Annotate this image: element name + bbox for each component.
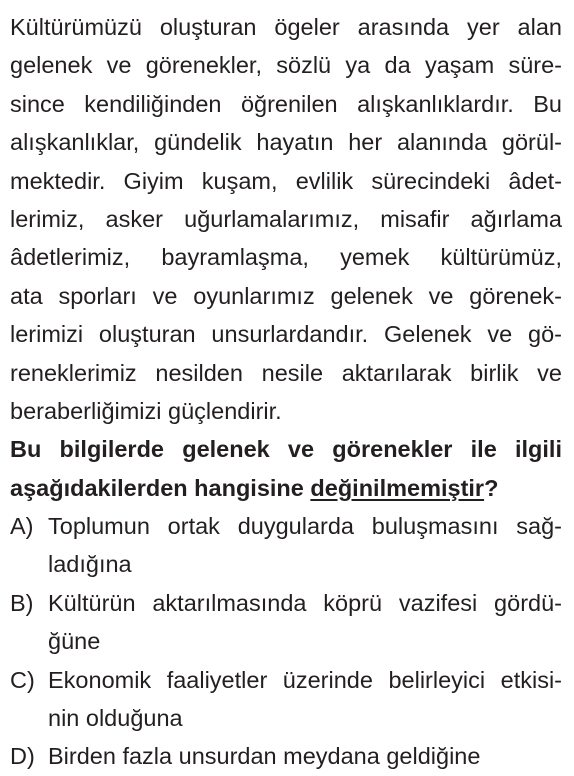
passage-text: [10, 8, 562, 430]
option-text: [48, 507, 562, 584]
option-line: nin olduğuna: [48, 705, 183, 732]
option-text: [48, 661, 562, 738]
option-line: Kültürün aktarılmasında köprü vazifesi gördü-: [48, 589, 562, 616]
option-line: ladığına: [48, 551, 132, 578]
passage-line: since kendiliğinden öğrenilen alışkanlıklardır. Bu: [10, 90, 562, 117]
option-letter: D): [10, 743, 35, 770]
passage-line: lerimizi oluşturan unsurlardandır. Gelenek ve gö-: [10, 321, 562, 348]
option-text: [48, 584, 562, 661]
option-a[interactable]: [10, 507, 562, 584]
question-mark: ?: [484, 474, 499, 501]
option-c[interactable]: [10, 661, 562, 738]
passage-line: âdetlerimiz, bayramlaşma, yemek kültürümüz,: [10, 244, 562, 271]
option-line: Birden fazla unsurdan meydana geldiğine: [48, 743, 481, 770]
option-line: Ekonomik faaliyetler üzerinde belirleyici etkisi-: [48, 666, 562, 693]
passage-line: alışkanlıklar, gündelik hayatın her alanında görül-: [10, 129, 562, 156]
question-stem: [10, 430, 562, 507]
passage-line: gelenek ve görenekler, sözlü ya da yaşam süre-: [10, 52, 562, 79]
option-line: ğüne: [48, 628, 101, 655]
question-page: [10, 8, 562, 776]
passage-line: Kültürümüzü oluşturan ögeler arasında yer alan: [10, 14, 562, 40]
answer-options: [10, 507, 562, 776]
option-line: Toplumun ortak duygularda buluşmasını sağ-: [48, 513, 562, 540]
question-line-2: [10, 469, 562, 507]
passage-line: lerimiz, asker uğurlamalarımız, misafir ağırlama: [10, 205, 562, 232]
option-letter: B): [10, 589, 34, 616]
question-line-1: Bu bilgilerde gelenek ve görenekler ile ilgili: [10, 436, 562, 463]
question-negation-keyword: değinilmemiştir: [310, 474, 485, 501]
passage-line: ata sporları ve oyunlarımız gelenek ve görenek-: [10, 282, 562, 309]
option-letter: A): [10, 513, 34, 540]
option-text: [48, 737, 562, 775]
question-prefix: aşağıdakilerden hangisine: [10, 474, 311, 501]
option-letter: C): [10, 666, 35, 693]
passage-line: beraberliğimizi güçlendirir.: [10, 397, 282, 424]
passage-line: mektedir. Giyim kuşam, evlilik sürecindeki âdet-: [10, 167, 562, 194]
passage-line: reneklerimiz nesilden nesile aktarılarak birlik ve: [10, 359, 562, 386]
option-b[interactable]: [10, 584, 562, 661]
option-d[interactable]: [10, 737, 562, 775]
